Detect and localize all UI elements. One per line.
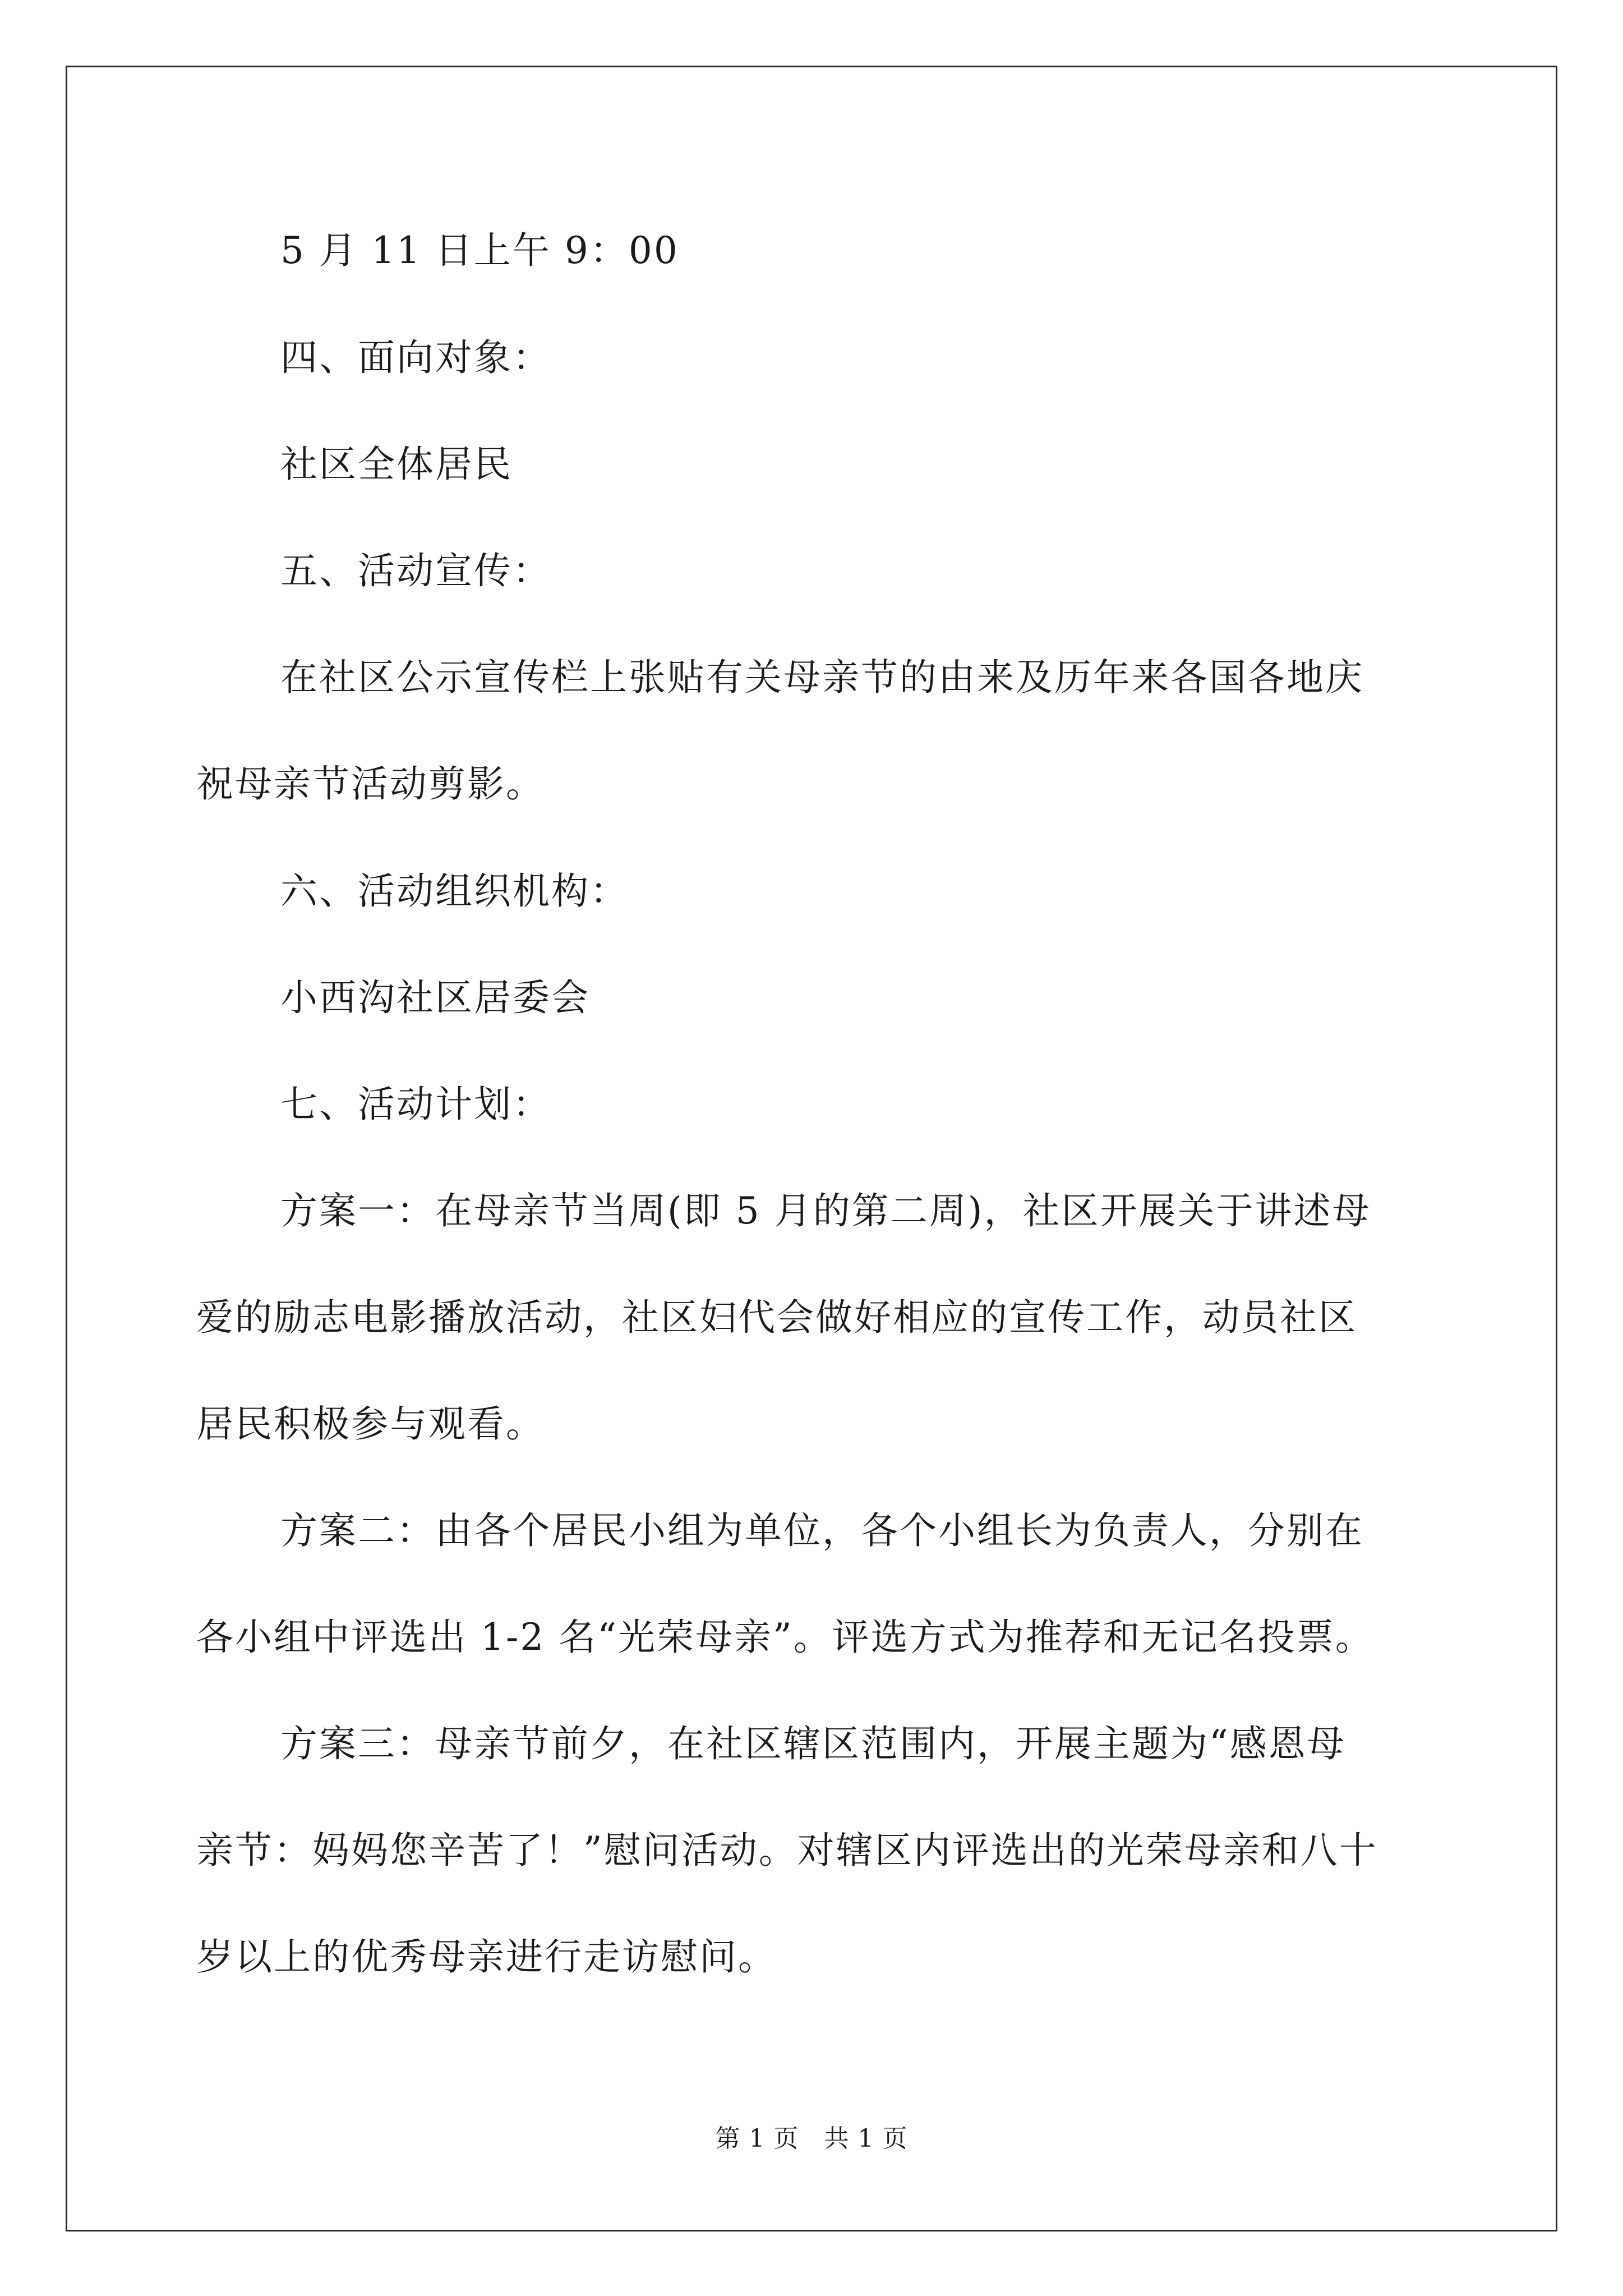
text-line-date: 5 月 11 日上午 9：00 bbox=[280, 229, 679, 272]
text-line-plan1-2: 爱的励志电影播放活动，社区妇代会做好相应的宣传工作，动员社区 bbox=[196, 1296, 1357, 1339]
text-line-plan2-2: 各小组中评选出 1-2 名“光荣母亲”。评选方式为推荐和无记名投票。 bbox=[196, 1616, 1374, 1659]
page-number-footer: 第 1 页 共 1 页 bbox=[715, 2124, 908, 2153]
text-line-publicity-2: 祝母亲节活动剪影。 bbox=[196, 762, 545, 806]
heading-plan: 七、活动计划： bbox=[280, 1083, 551, 1126]
text-line-plan1-3: 居民积极参与观看。 bbox=[196, 1402, 545, 1446]
text-line-plan1-1: 方案一：在母亲节当周(即 5 月的第二周)，社区开展关于讲述母 bbox=[280, 1189, 1371, 1232]
text-line-audience: 社区全体居民 bbox=[280, 443, 513, 486]
heading-audience: 四、面向对象： bbox=[280, 336, 551, 379]
page-border bbox=[66, 66, 1557, 2231]
heading-publicity: 五、活动宣传： bbox=[280, 549, 551, 592]
text-line-plan3-3: 岁以上的优秀母亲进行走访慰问。 bbox=[196, 1935, 777, 1978]
text-line-organizer: 小西沟社区居委会 bbox=[280, 976, 590, 1019]
text-line-publicity-1: 在社区公示宣传栏上张贴有关母亲节的由来及历年来各国各地庆 bbox=[280, 656, 1364, 699]
text-line-plan2-1: 方案二：由各个居民小组为单位，各个小组长为负责人，分别在 bbox=[280, 1509, 1364, 1552]
text-line-plan3-2: 亲节：妈妈您辛苦了！”慰问活动。对辖区内评选出的光荣母亲和八十 bbox=[196, 1829, 1378, 1872]
heading-organizer: 六、活动组织机构： bbox=[280, 869, 629, 913]
text-line-plan3-1: 方案三：母亲节前夕，在社区辖区范围内，开展主题为“感恩母 bbox=[280, 1722, 1346, 1765]
